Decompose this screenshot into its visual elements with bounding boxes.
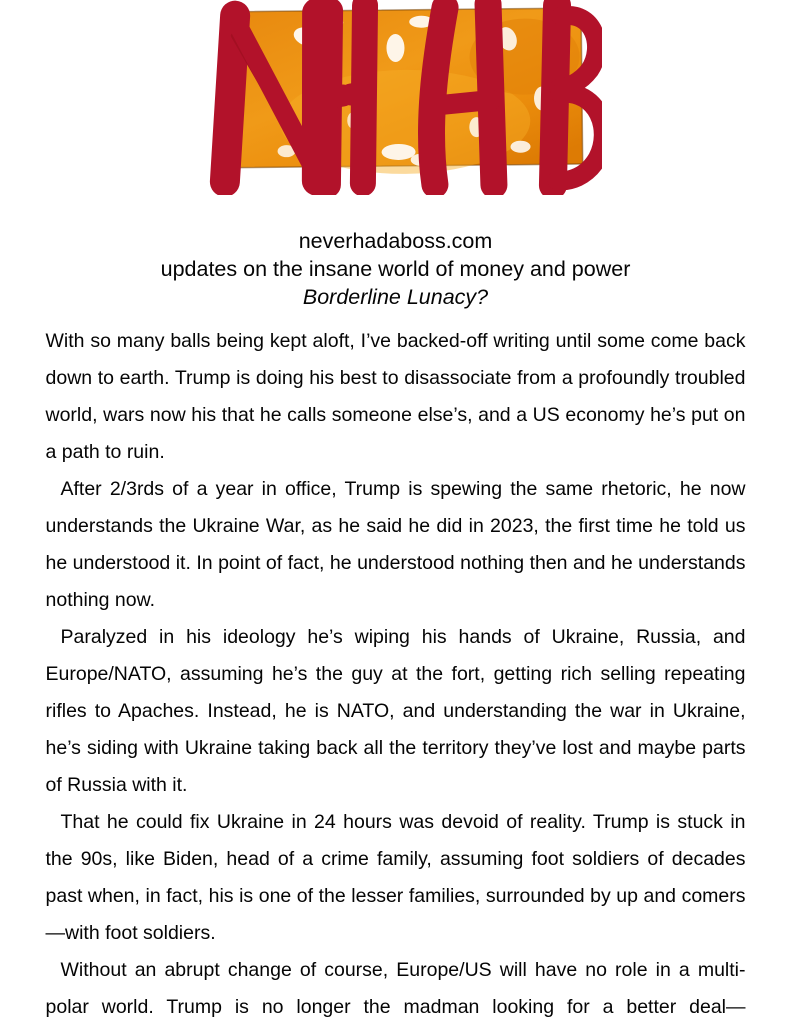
masthead bbox=[0, 227, 791, 311]
nhab-logo bbox=[190, 0, 602, 195]
article-paragraph: Without an abrupt change of course, Europe/US will have no role in a multi-polar world. Trump is no longer the madman looking for a better deal— bbox=[45, 959, 746, 1018]
article-paragraph: Paralyzed in his ideology he’s wiping his hands of Ukraine, Russia, and Europe/NATO, assuming he’s the guy at the fort, getting rich selling repeating rifles to Apaches. Instead, he is NATO, and understanding the war in Ukraine, he’s siding with Ukraine taking back all the territory they’ve lost and maybe parts of Russia with it. bbox=[45, 626, 746, 796]
article-paragraph: That he could fix Ukraine in 24 hours was devoid of reality. Trump is stuck in the 90s, like Biden, head of a crime family, assuming foot soldiers of decades past when, in fact, his is one of the lesser families, surrounded by up and comers—with foot soldiers. bbox=[45, 811, 746, 944]
article-paragraph: After 2/3rds of a year in office, Trump is spewing the same rhetoric, he now understands the Ukraine War, as he said he did in 2023, the first time he told us he understood it. In point of fact, he understood nothing then and he understands nothing now. bbox=[45, 478, 746, 611]
nhab-logo-art bbox=[190, 0, 602, 195]
article-body bbox=[46, 323, 746, 1026]
site-name: neverhadaboss.com bbox=[298, 229, 493, 253]
article-paragraph: With so many balls being kept aloft, I’ve backed-off writing until some come back down to earth. Trump is doing his best to disassociate from a profoundly troubled world, wars now his that he calls someone else’s, and a US economy he’s put on a path to ruin. bbox=[45, 330, 746, 463]
post-title: Borderline Lunacy? bbox=[302, 285, 489, 309]
site-tagline: updates on the insane world of money and power bbox=[160, 257, 631, 281]
